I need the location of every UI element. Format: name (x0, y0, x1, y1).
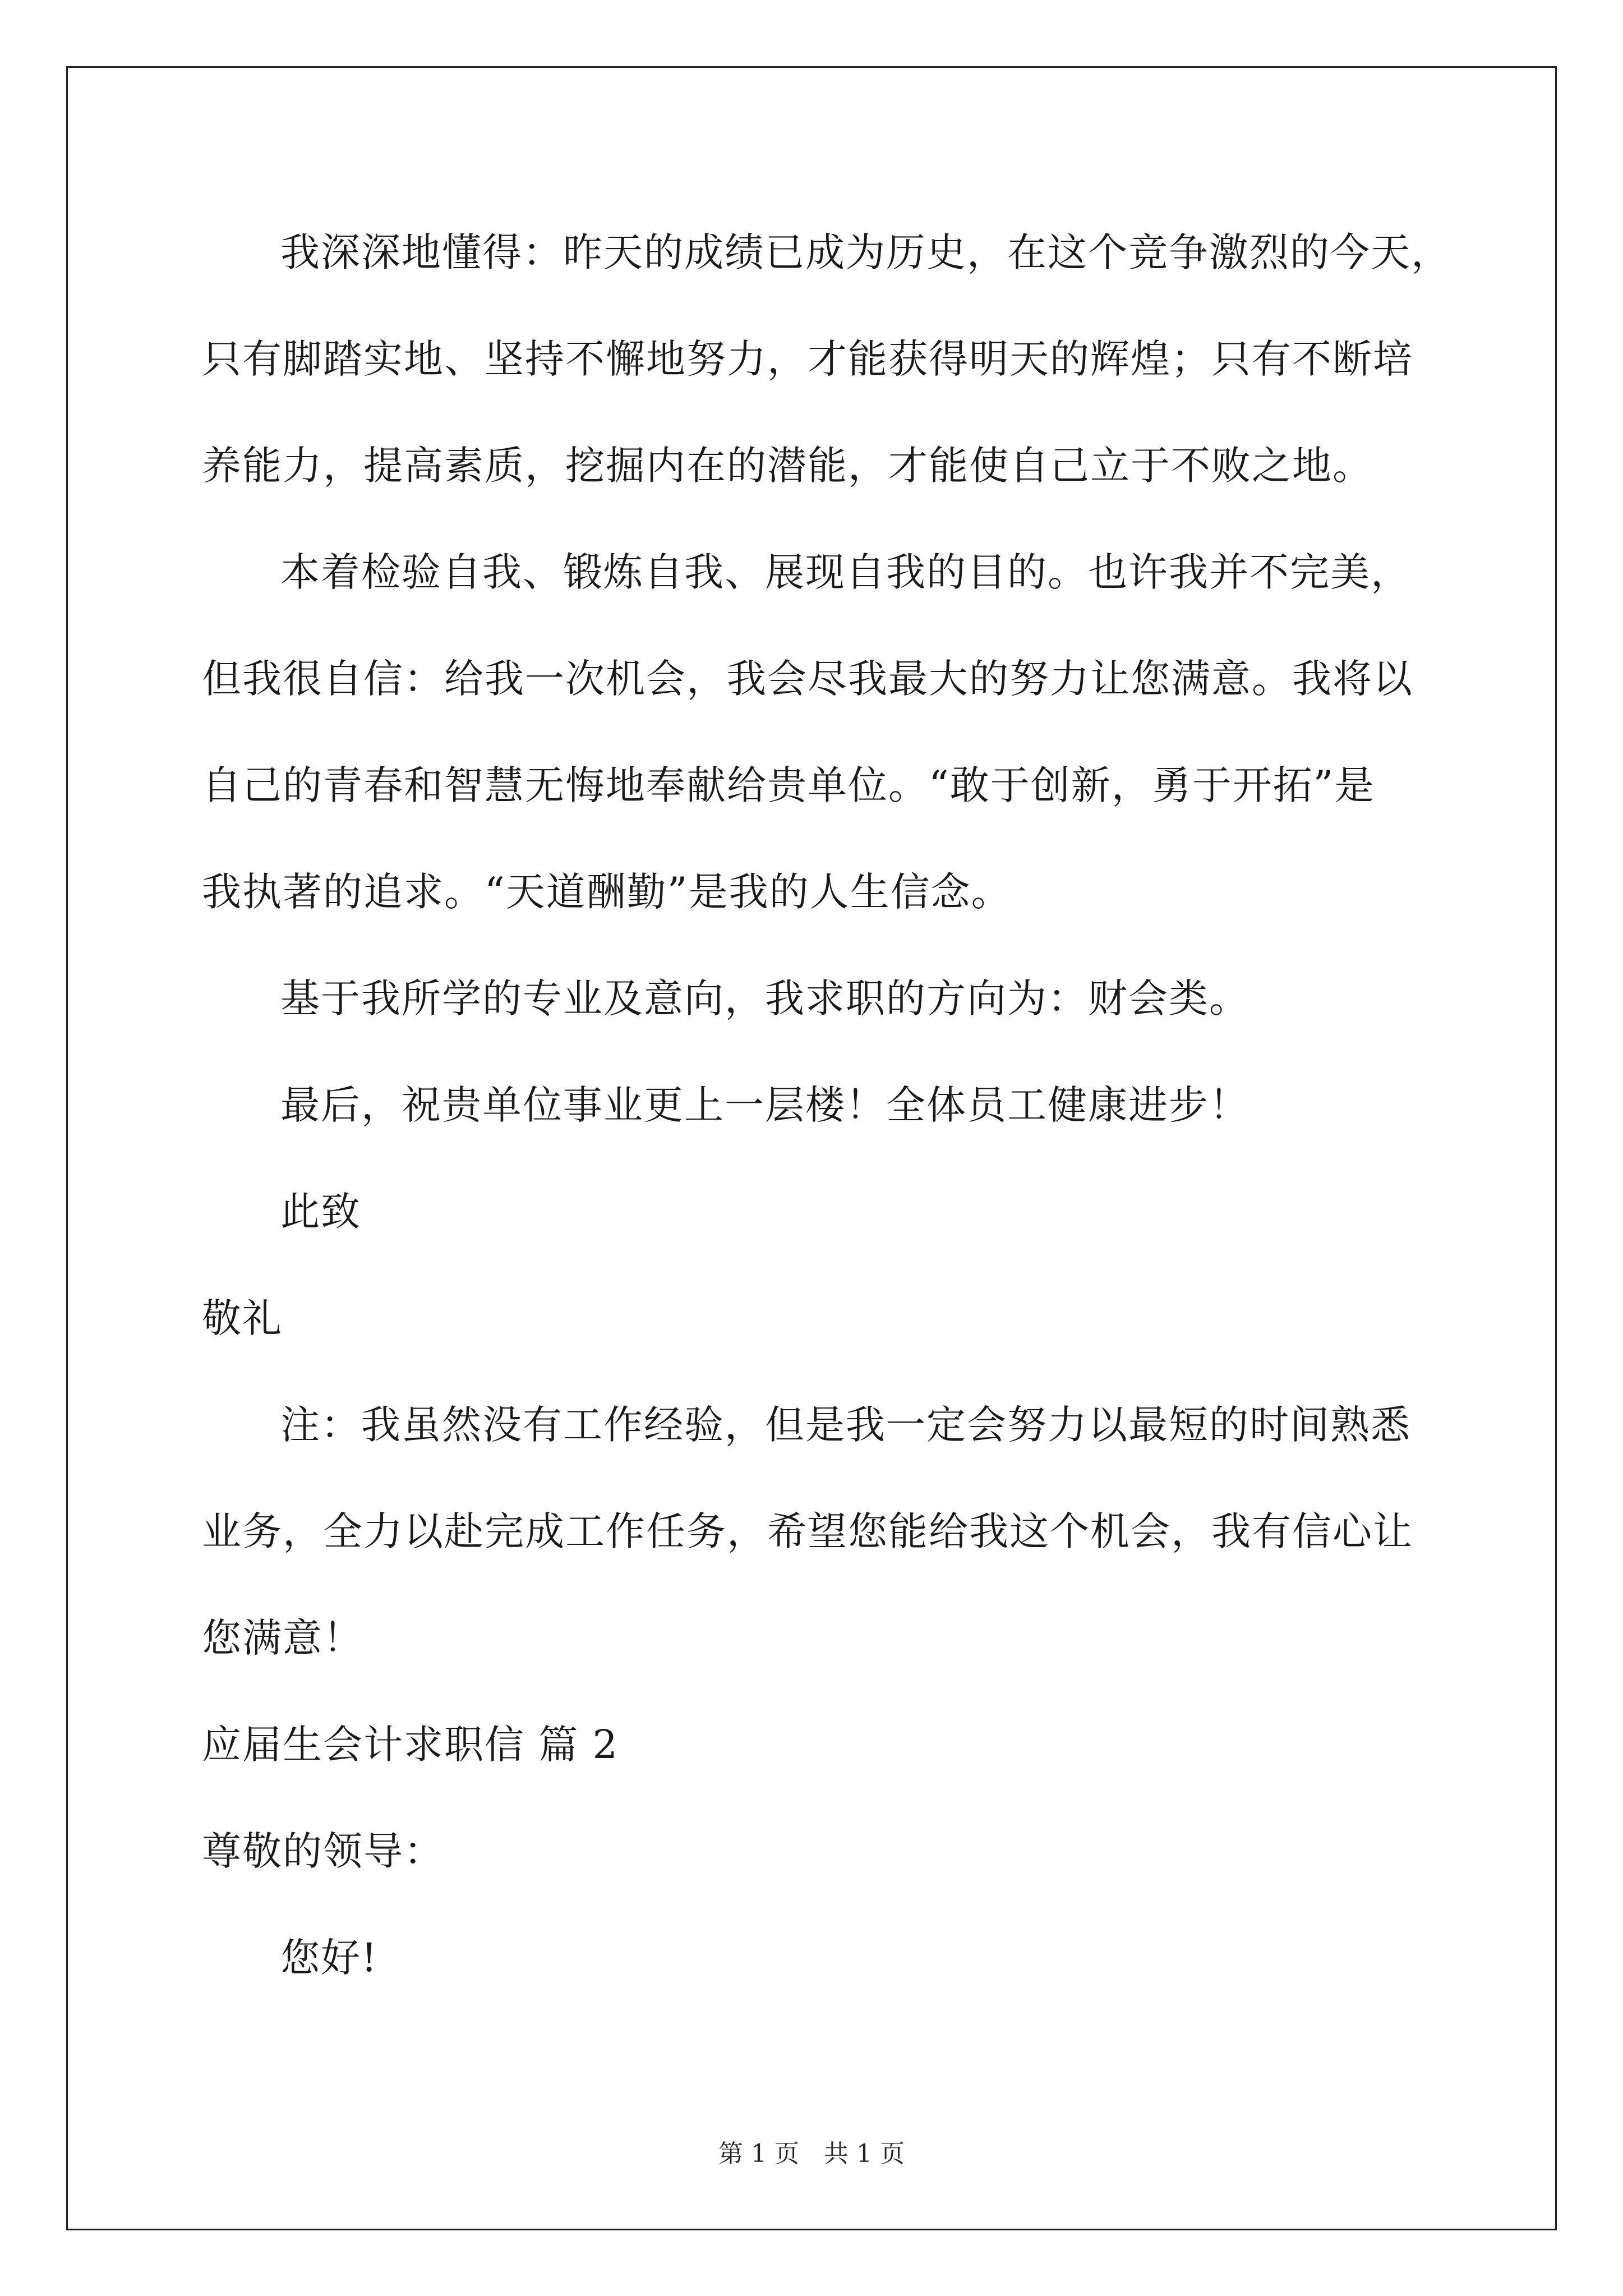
paragraph-line: 最后，祝贵单位事业更上一层楼！全体员工健康进步！ (280, 1082, 1249, 1128)
paragraph-line: 自己的青春和智慧无悔地奉献给贵单位。“敢于创新，勇于开拓”是 (202, 762, 1375, 808)
paragraph-line: 只有脚踏实地、坚持不懈地努力，才能获得明天的辉煌；只有不断培 (202, 336, 1413, 382)
note-line: 注：我虽然没有工作经验，但是我一定会努力以最短的时间熟悉 (280, 1402, 1411, 1448)
paragraph-line: 但我很自信：给我一次机会，我会尽我最大的努力让您满意。我将以 (202, 656, 1413, 702)
paragraph-line: 我执著的追求。“天道酬勤”是我的人生信念。 (202, 869, 1012, 915)
paragraph-line: 养能力，提高素质，挖掘内在的潜能，才能使自己立于不败之地。 (202, 443, 1373, 489)
closing-respect: 敬礼 (202, 1295, 283, 1341)
greeting-line: 您好! (280, 1935, 379, 1981)
page-footer: 第 1 页 共 1 页 (718, 2139, 905, 2168)
note-line: 您满意！ (202, 1615, 363, 1661)
section-heading: 应届生会计求职信 篇 2 (202, 1722, 619, 1768)
paragraph-line: 基于我所学的专业及意向，我求职的方向为：财会类。 (280, 976, 1249, 1022)
closing-salutation: 此致 (280, 1189, 361, 1235)
greeting-addressee: 尊敬的领导： (202, 1828, 444, 1874)
note-line: 业务，全力以赴完成工作任务，希望您能给我这个机会，我有信心让 (202, 1508, 1413, 1554)
paragraph-line: 本着检验自我、锻炼自我、展现自我的目的。也许我并不完美， (280, 549, 1411, 595)
page-border (66, 66, 1557, 2230)
paragraph-line: 我深深地懂得：昨天的成绩已成为历史，在这个竞争激烈的今天， (280, 229, 1451, 275)
